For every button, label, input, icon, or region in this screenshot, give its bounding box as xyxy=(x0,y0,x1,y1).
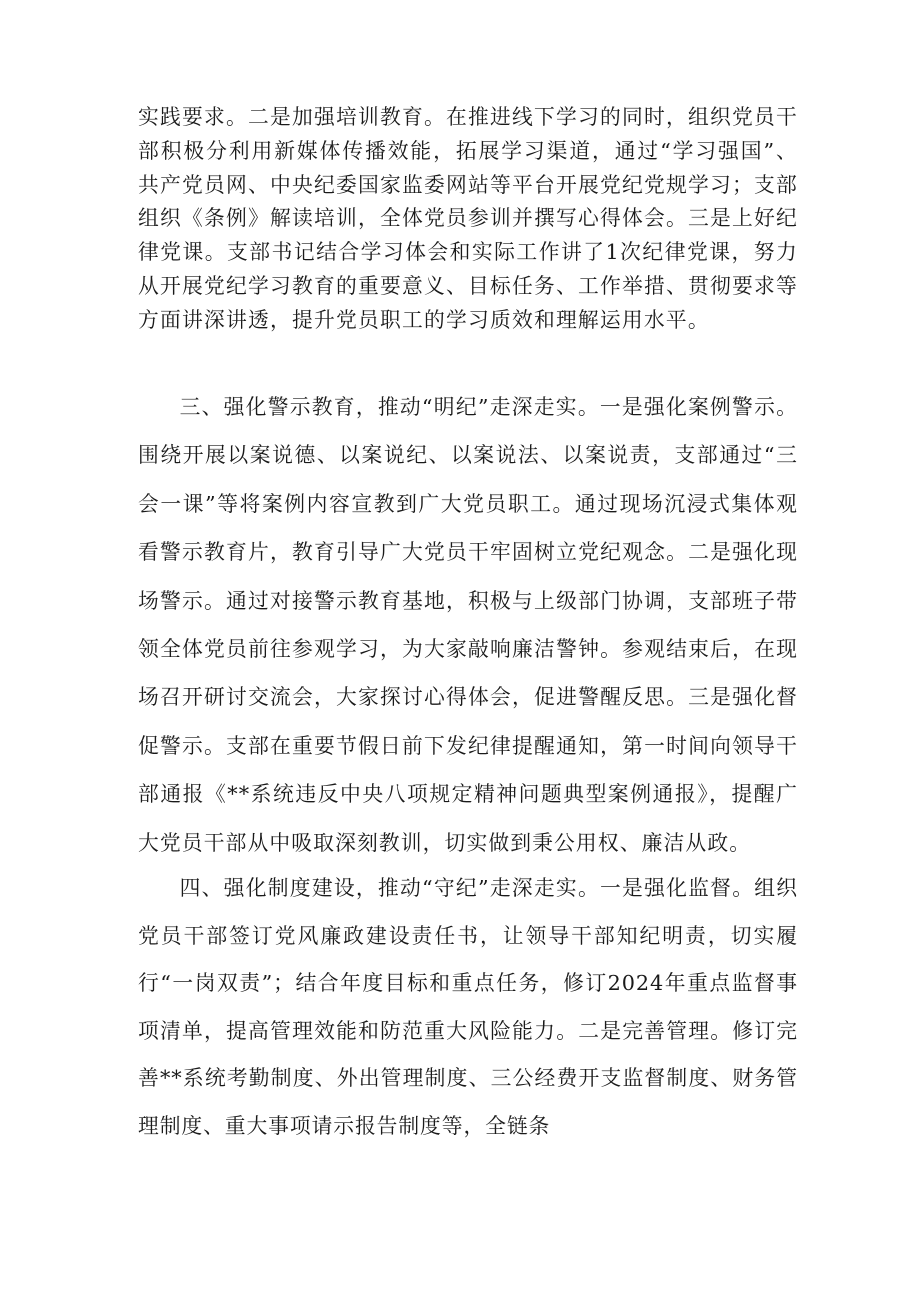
paragraph-training-education: 实践要求。二是加强培训教育。在推进线下学习的同时，组织党员干部积极分利用新媒体传播效能，拓展学习渠道，通过“学习强国”、共产党员网、中央纪委国家监委网站等平台开展党纪党规学习；支部组织《条例》解读培训，全体党员参训并撰写心得体会。三是上好纪律党课。支部书记结合学习体会和实际工作讲了1次纪律党课，努力从开展党纪学习教育的重要意义、目标任务、工作举措、贯彻要求等方面讲深讲透，提升党员职工的学习质效和理解运用水平。 xyxy=(138,105,798,332)
paragraph-warning-education: 三、强化警示教育，推动“明纪”走深走实。一是强化案例警示。围绕开展以案说德、以案说纪、以案说法、以案说责，支部通过“三会一课”等将案例内容宣教到广大党员职工。通过现场沉浸式集体观看警示教育片，教育引导广大党员干牢固树立党纪观念。二是强化现场警示。通过对接警示教育基地，积极与上级部门协调，支部班子带领全体党员前往参观学习，为大家敲响廉洁警钟。参观结束后，在现场召开研讨交流会，大家探讨心得体会，促进警醒反思。三是强化督促警示。支部在重要节假日前下发纪律提醒通知，第一时间向领导干部通报《**系统违反中央八项规定精神问题典型案例通报》，提醒广大党员干部从中吸取深刻教训，切实做到秉公用权、廉洁从政。 xyxy=(138,395,798,855)
paragraph-system-building: 四、强化制度建设，推动“守纪”走深走实。一是强化监督。组织党员干部签订党风廉政建设责任书，让领导干部知纪明责，切实履行“一岗双责”；结合年度目标和重点任务，修订2024年重点监督事项清单，提高管理效能和防范重大风险能力。二是完善管理。修订完善**系统考勤制度、外出管理制度、三公经费开支监督制度、财务管理制度、重大事项请示报告制度等，全链条 xyxy=(138,876,798,1138)
